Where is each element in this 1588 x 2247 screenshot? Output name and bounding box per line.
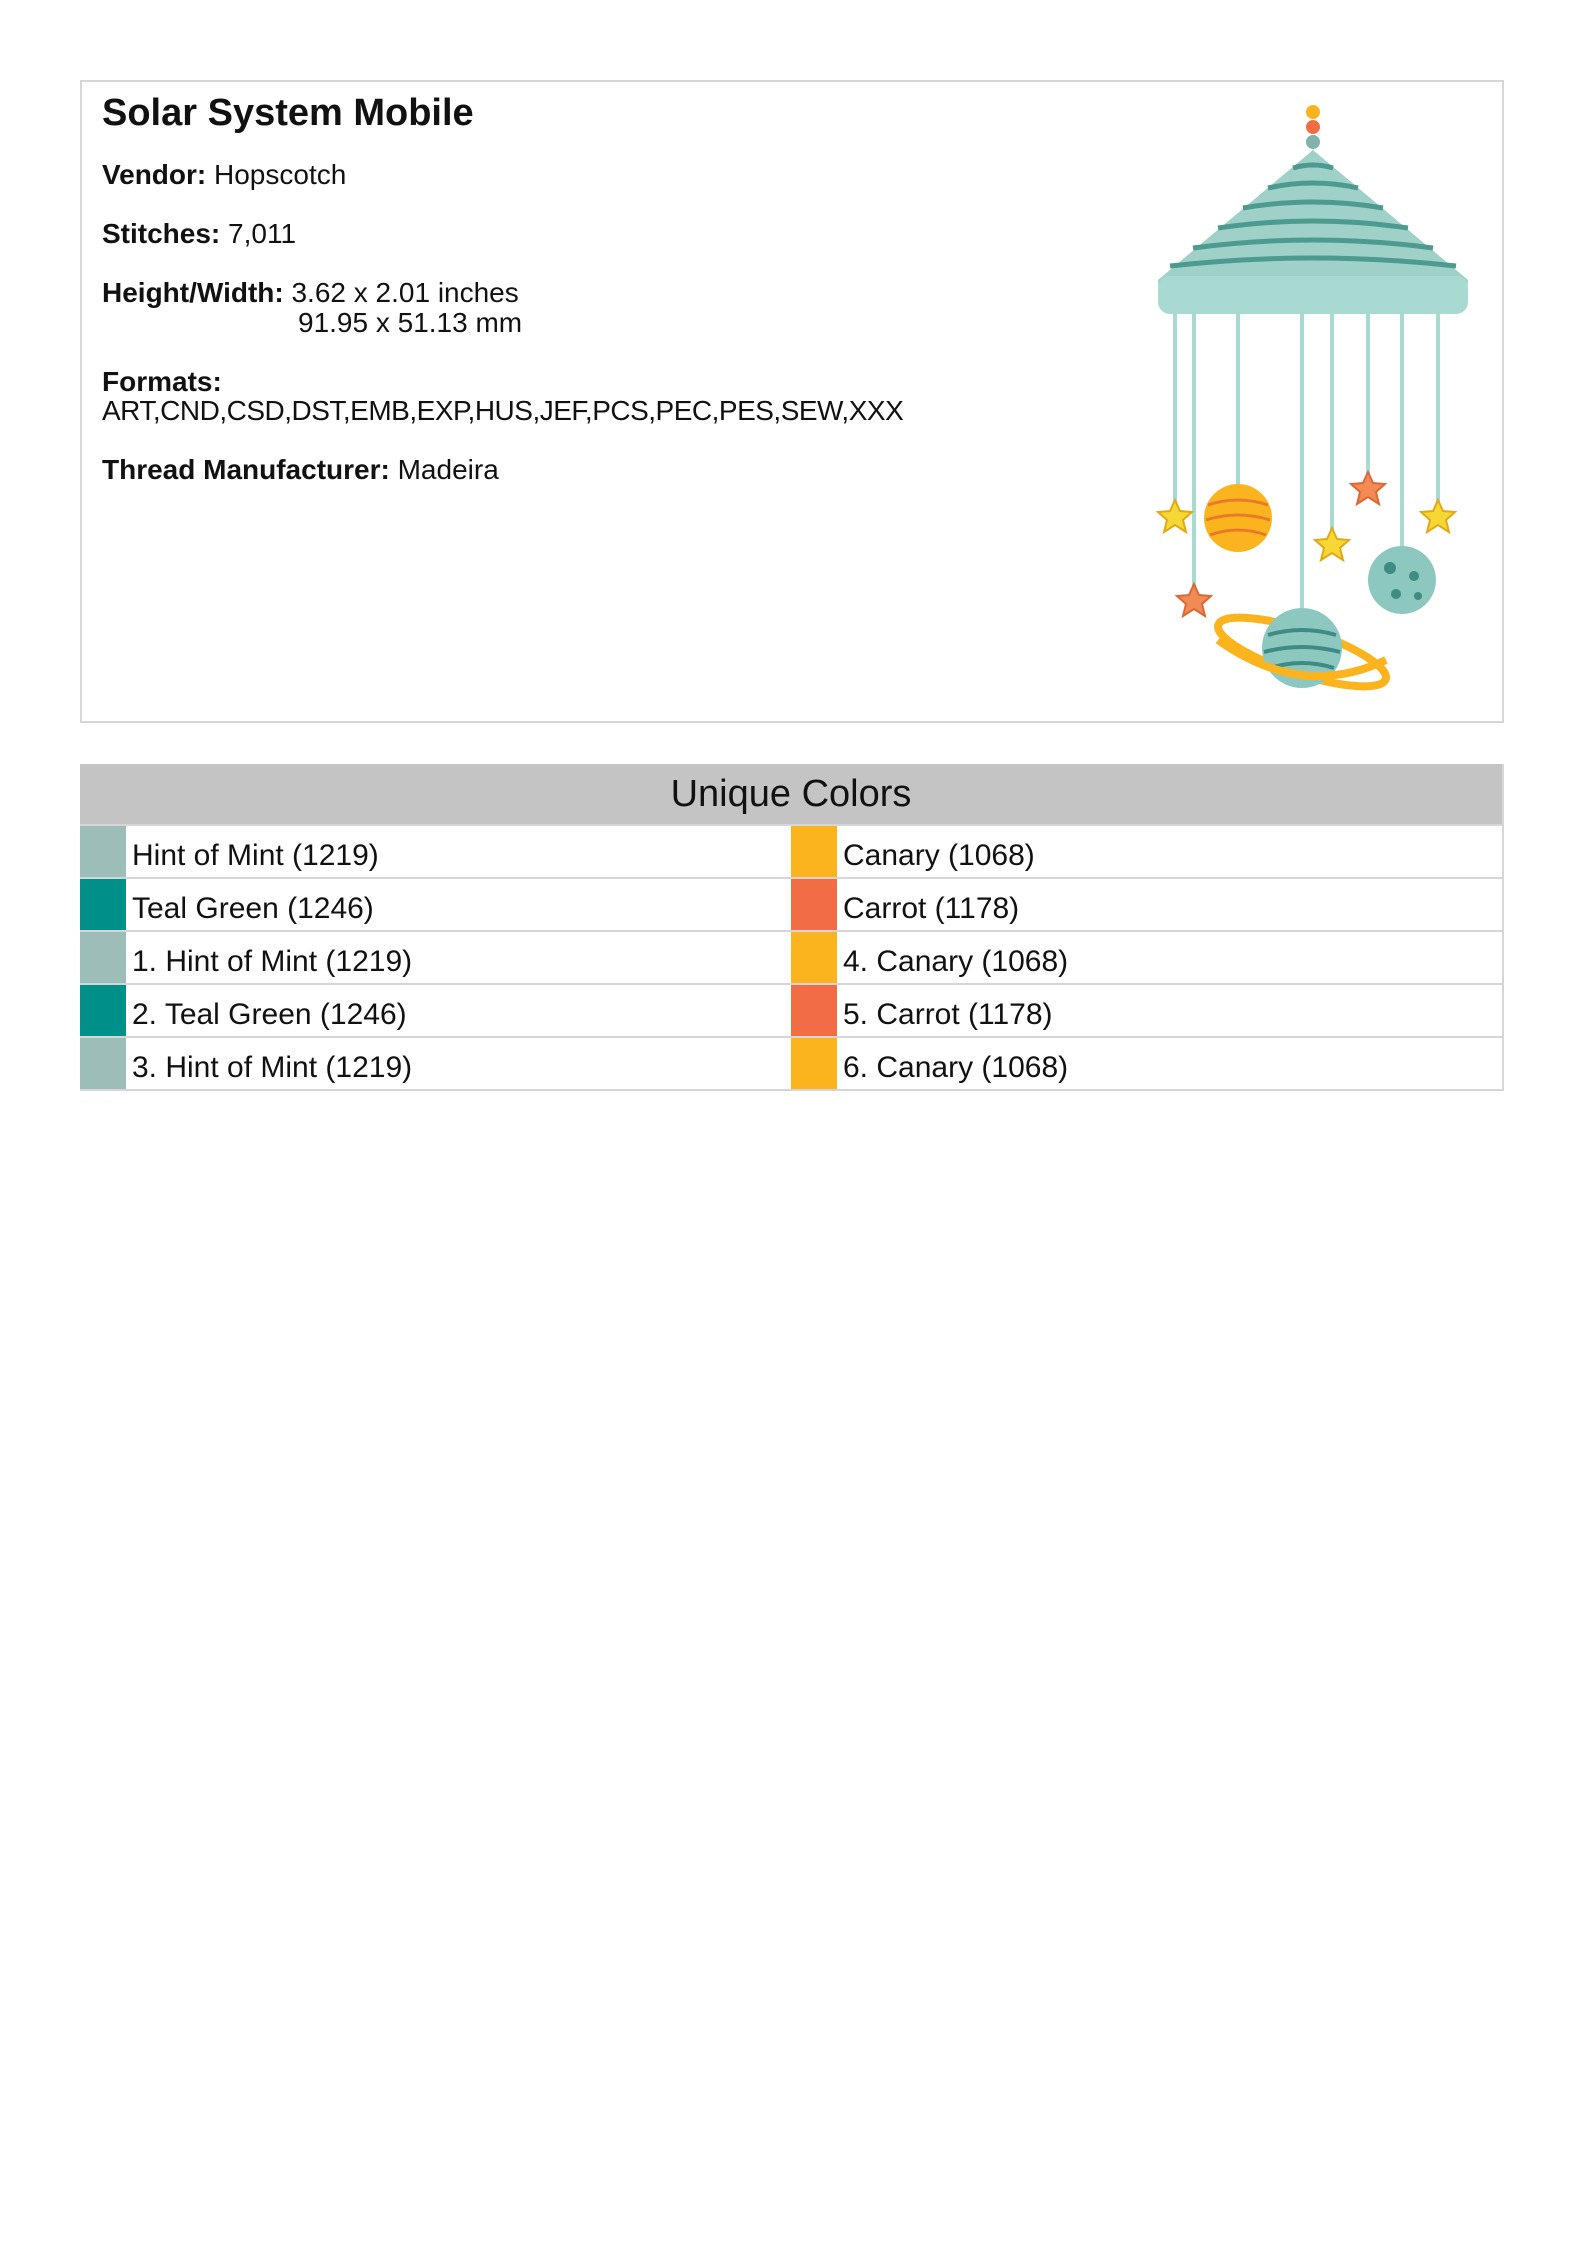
- color-row: [791, 930, 1502, 983]
- color-label: Teal Green (1246): [132, 892, 374, 925]
- color-swatch: [80, 879, 126, 930]
- color-label: Canary (1068): [843, 839, 1035, 872]
- unique-colors-grid: [80, 824, 1502, 1089]
- stitches-label: Stitches:: [102, 218, 221, 249]
- color-row: [80, 824, 791, 877]
- formats-value: ART,CND,CSD,DST,EMB,EXP,HUS,JEF,PCS,PEC,PES,SEW,XXX: [102, 395, 904, 426]
- vendor-label: Vendor:: [102, 159, 207, 190]
- formats-label: Formats:: [102, 366, 222, 397]
- color-row: [791, 983, 1502, 1036]
- top-bead-3: [1306, 135, 1320, 149]
- color-swatch: [80, 1038, 126, 1089]
- stitches-field: [102, 219, 296, 249]
- thread-manufacturer-field: [102, 455, 499, 485]
- star-left: [1158, 500, 1192, 532]
- color-row: [791, 824, 1502, 877]
- color-label: 6. Canary (1068): [843, 1051, 1069, 1084]
- vendor-field: [102, 160, 346, 190]
- design-title: Solar System Mobile: [102, 92, 474, 134]
- stitches-value: 7,011: [228, 218, 297, 249]
- color-swatch: [80, 985, 126, 1036]
- unique-colors-header: Unique Colors: [80, 764, 1502, 824]
- height-width-field: [102, 278, 519, 308]
- height-width-label: Height/Width:: [102, 277, 284, 308]
- star-middle: [1315, 528, 1349, 560]
- ringed-planet: [1212, 604, 1393, 700]
- star-lower-left: [1177, 584, 1211, 616]
- solar-system-mobile-image: [1138, 100, 1488, 710]
- yellow-planet: [1204, 484, 1272, 552]
- formats-field: [102, 367, 222, 397]
- spotted-planet: [1368, 546, 1436, 614]
- color-label: 2. Teal Green (1246): [132, 998, 407, 1031]
- color-swatch: [791, 879, 837, 930]
- color-label: 1. Hint of Mint (1219): [132, 945, 413, 978]
- color-swatch: [80, 826, 126, 877]
- star-upper-right: [1351, 472, 1385, 504]
- canopy-rim: [1158, 276, 1468, 314]
- color-swatch: [791, 826, 837, 877]
- star-right: [1421, 500, 1455, 532]
- color-label: 4. Canary (1068): [843, 945, 1069, 978]
- height-width-inches: 3.62 x 2.01 inches: [291, 277, 519, 308]
- color-swatch: [791, 932, 837, 983]
- color-swatch: [80, 932, 126, 983]
- vendor-value: Hopscotch: [214, 159, 347, 190]
- top-bead-2: [1306, 120, 1320, 134]
- color-row: [80, 1036, 791, 1089]
- thread-manufacturer-label: Thread Manufacturer:: [102, 454, 390, 485]
- top-bead-1: [1306, 105, 1320, 119]
- color-label: 3. Hint of Mint (1219): [132, 1051, 413, 1084]
- color-label: 5. Carrot (1178): [843, 998, 1053, 1031]
- color-swatch: [791, 985, 837, 1036]
- color-label: Carrot (1178): [843, 892, 1020, 925]
- unique-colors-table: [80, 764, 1504, 1091]
- thread-manufacturer-value: Madeira: [397, 454, 499, 485]
- color-row: [80, 983, 791, 1036]
- color-row: [791, 877, 1502, 930]
- height-width-mm: 91.95 x 51.13 mm: [298, 307, 523, 338]
- design-info-panel: [80, 80, 1504, 723]
- color-label: Hint of Mint (1219): [132, 839, 379, 872]
- color-swatch: [791, 1038, 837, 1089]
- color-row: [80, 877, 791, 930]
- color-row: [791, 1036, 1502, 1089]
- color-row: [80, 930, 791, 983]
